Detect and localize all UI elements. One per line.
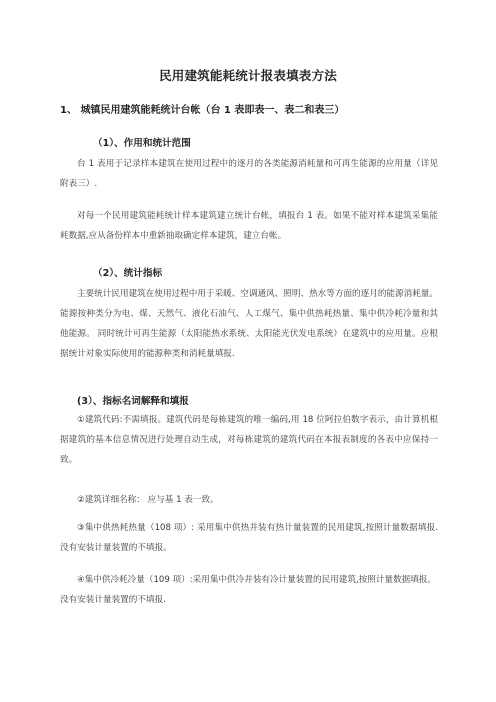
subsection-2-heading: （2）、统计指标 <box>93 268 163 279</box>
document-title: 民用建筑能耗统计报表填表方法 <box>159 68 337 83</box>
subsection-1-heading: （1）、作用和统计范围 <box>93 138 191 149</box>
subsection-1-paragraph-2: 对每一个民用建筑能耗统计样本建筑建立统计台帐，填报台 1 表。如果不能对样本建筑采集能耗数据,应从备份样本中重新抽取确定样本建筑，建立台帐。 <box>60 211 438 241</box>
subsection-3-heading: (3）、指标名词解释和填报 <box>77 396 189 407</box>
section-1-heading: 1、 城镇民用建筑能耗统计台帐（台 1 表即表一、表二和表三） <box>60 105 345 116</box>
definition-item-1: ①建筑代码:不需填报。建筑代码是每栋建筑的唯一编码,用 18 位阿拉伯数字表示，由计算机根据建筑的基本信息情况进行处理自动生成，对每栋建筑的建筑代码在本报表制度的各表中应保持一致。 <box>60 415 438 465</box>
subsection-2-paragraph-1: 主要统计民用建筑在使用过程中用于采暖、空调通风、照明、热水等方面的逐月的能源消耗量。能源按种类分为电、煤、天然气、液化石油气、人工煤气、集中供热耗热量、集中供冷耗冷量和其他能源。 同时统计可再生能源（太阳能热水系统、太阳能光伏发电系统）在建筑中的应用量。应根据统计对象实际使用的能源种类和消耗量填报. <box>60 289 438 359</box>
definition-item-4: ④集中供冷耗冷量（109 项）:采用集中供冷并装有冷计量装置的民用建筑,按照计量数据填报。没有安装计量装置的不填报. <box>60 575 437 605</box>
definition-item-2: ②建筑详细名称： 应与基 1 表一致。 <box>77 495 219 505</box>
definition-item-3: ③集中供热耗热量（108 项）: 采用集中供热并装有热计量装置的民用建筑,按照计量数据填报.没有安装计量装置的不填报。 <box>60 523 438 553</box>
subsection-1-paragraph-1: 台 1 表用于记录样本建筑在使用过程中的逐月的各类能源消耗量和可再生能源的应用量（详见附表三）. <box>60 159 438 189</box>
